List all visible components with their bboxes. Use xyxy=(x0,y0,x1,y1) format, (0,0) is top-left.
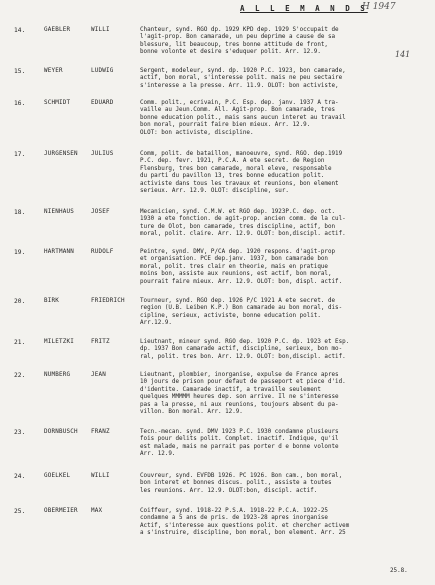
entry-number: 24. xyxy=(14,473,26,480)
entry-number: 18. xyxy=(14,209,26,216)
entry-description: Lieutnant, plombier, inorganise, expulse de France apres 10 jours de prison pour defaut de passeport et piece d'id. d'identite. Camarade inactif, a travaille seulement quelques MMMMM heures dep. son arrive. Il ne s'interesse pas a la presse, ni aux reunions, toujours absent du pa- villon. Bon moral. Arr. 12.9. xyxy=(140,372,346,416)
entry-lastname: JURGENSEN xyxy=(44,151,78,157)
entry-number: 22. xyxy=(14,372,26,379)
entry-firstname: JULIUS xyxy=(91,151,114,157)
entry-description: Couvreur, synd. EVFDB 1926. PC 1926. Bon cam., bon moral, bon interet et bonnes discus. polit., assiste a toutes les reunions. Arr. 12.9. OLOT:bon, discipl. actif. xyxy=(140,473,343,494)
entry-description: Peintre, synd. DMV, P/CA dep. 1920 respons. d'agit-prop et organisation. PCE dep.janv. 1937, bon camarade bon moral, polit. tres clair en theorie, mais en pratique moins bon, assiste aux reunions, est actif, bon moral, pourrait faire mieux. Arr. 12.9. OLOT: bon, displ. actif. xyxy=(140,249,343,285)
entry-description: Chanteur, synd. RGO dp. 1929 KPD dep. 1929 S'occupait de l'agit-prop. Bon camarade, un peu deprime a cause de sa blessure, lit beaucoup, tres bonne attitude de front, bonne volonte et desire s'eduquer polit. Arr. 12.9. xyxy=(140,27,339,56)
entry-firstname: MAX xyxy=(91,508,103,514)
entry-number: 14. xyxy=(14,27,26,34)
entry-number: 23. xyxy=(14,429,26,436)
entry-description: Lieutnant, mineur synd. RGO dep. 1920 P.C. dp. 1923 et Esp. dp. 1937 Bon camarade actif, discipline, serieux, bon mo- ral, polit. tres bon. Arr. 12.9. OLOT: bon,discipl. actif. xyxy=(140,339,350,360)
entry-firstname: JEAN xyxy=(91,372,106,378)
handwritten-mark: 141 xyxy=(395,50,411,59)
entry-lastname: NIENHAUS xyxy=(44,209,74,215)
entry-lastname: BIRK xyxy=(44,298,59,304)
entry-lastname: WEYER xyxy=(44,68,63,74)
page-reference: 25.8. xyxy=(390,568,408,574)
entry-firstname: FRANZ xyxy=(91,429,110,435)
entry-description: Sergent, modeleur, synd. dp. 1920 P.C. 1923, bon camarade, actif, bon moral, s'interesse polit. mais ne peu sectaire s'interesse a la presse. Arr. 11.9. OLOT: bon activiste, xyxy=(140,68,346,89)
entry-lastname: HARTMANN xyxy=(44,249,74,255)
entry-description: Tourneur, synd. RGO dep. 1926 P/C 1921 A ete secret. de region (U.B. Leiben K.P.) Bon camarade au bon moral, dis- cipline, serieux, activiste, bonne education polit. Arr.12.9. xyxy=(140,298,343,327)
entry-firstname: WILLI xyxy=(91,27,110,33)
entry-lastname: GAEBLER xyxy=(44,27,71,33)
entry-number: 19. xyxy=(14,249,26,256)
entry-firstname: WILLI xyxy=(91,473,110,479)
entry-description: Comm, polit. de bataillon, manoeuvre, synd. RGO. dep.1919 P.C. dep. fevr. 1921, P.C.A. A ete secret. de Region Flensburg, tres bon camarade, moral eleve, responsable du parti du pavillon 13, tres bonne education polit. activiste dans tous les travaux et reunions, bon element serieux. Arr. 12.9. OLOT: discipline, sur. xyxy=(140,151,343,195)
entry-firstname: FRIEDRICH xyxy=(91,298,125,304)
entry-lastname: NUMBERG xyxy=(44,372,71,378)
entry-number: 21. xyxy=(14,339,26,346)
handwritten-annotation: H 1947 xyxy=(362,2,396,12)
entry-number: 25. xyxy=(14,508,26,515)
entry-lastname: MILETZKI xyxy=(44,339,74,345)
entry-lastname: SCHMIDT xyxy=(44,100,71,106)
entry-number: 20. xyxy=(14,298,26,305)
entry-number: 17. xyxy=(14,151,26,158)
document-title: A L L E M A N D S xyxy=(240,4,368,13)
entry-number: 15. xyxy=(14,68,26,75)
entry-lastname: OBERMEIER xyxy=(44,508,78,514)
entry-description: Comm. polit., ecrivain, P.C. Esp. dep. janv. 1937 A tra- vaille au Jeun.Comm. All. Agit-prop. Bon camarade, tres bonne education polit., mais sans aucun interet au travail bon moral, pourrait faire bien mieux. Arr. 12.9. OLOT: bon activiste, discipline. xyxy=(140,100,346,136)
entry-firstname: FRITZ xyxy=(91,339,110,345)
entry-firstname: JOSEF xyxy=(91,209,110,215)
entry-lastname: DORNBUSCH xyxy=(44,429,78,435)
entry-description: Coiffeur, synd. 1918-22 P.S.A. 1918-22 P.C.A. 1922-25 condamne a 5 ans de pris. de 1923-28 apres inorganise Actif, s'interesse aux questions polit. et chercher activem a s'instruire, discipline, bon moral, bon element. Arr. 25 xyxy=(140,508,350,537)
entry-firstname: EDUARD xyxy=(91,100,114,106)
entry-firstname: LUDWIG xyxy=(91,68,114,74)
entry-description: Tecn.-mecan. synd. DMV 1923 P.C. 1930 condamne plusieurs fois pour delits polit. Complet. inactif. Indique, qu'il est malade, mais ne parrait pas porter d e bonne volonte Arr. 12.9. xyxy=(140,429,339,458)
entry-description: Mecanicien, synd. C.M.W. et RGO dep. 1923P.C. dep. oct. 1930 a ete fonction. de agit-prop. ancien comm. de la cul- ture de Olot, bon camarade, tres discipline, actif, bon moral, polit. claire. Arr. 12.9. OLOT: bon,discipl. actif. xyxy=(140,209,346,238)
entry-number: 16. xyxy=(14,100,26,107)
entry-firstname: RUDOLF xyxy=(91,249,114,255)
entry-lastname: GOELKEL xyxy=(44,473,71,479)
